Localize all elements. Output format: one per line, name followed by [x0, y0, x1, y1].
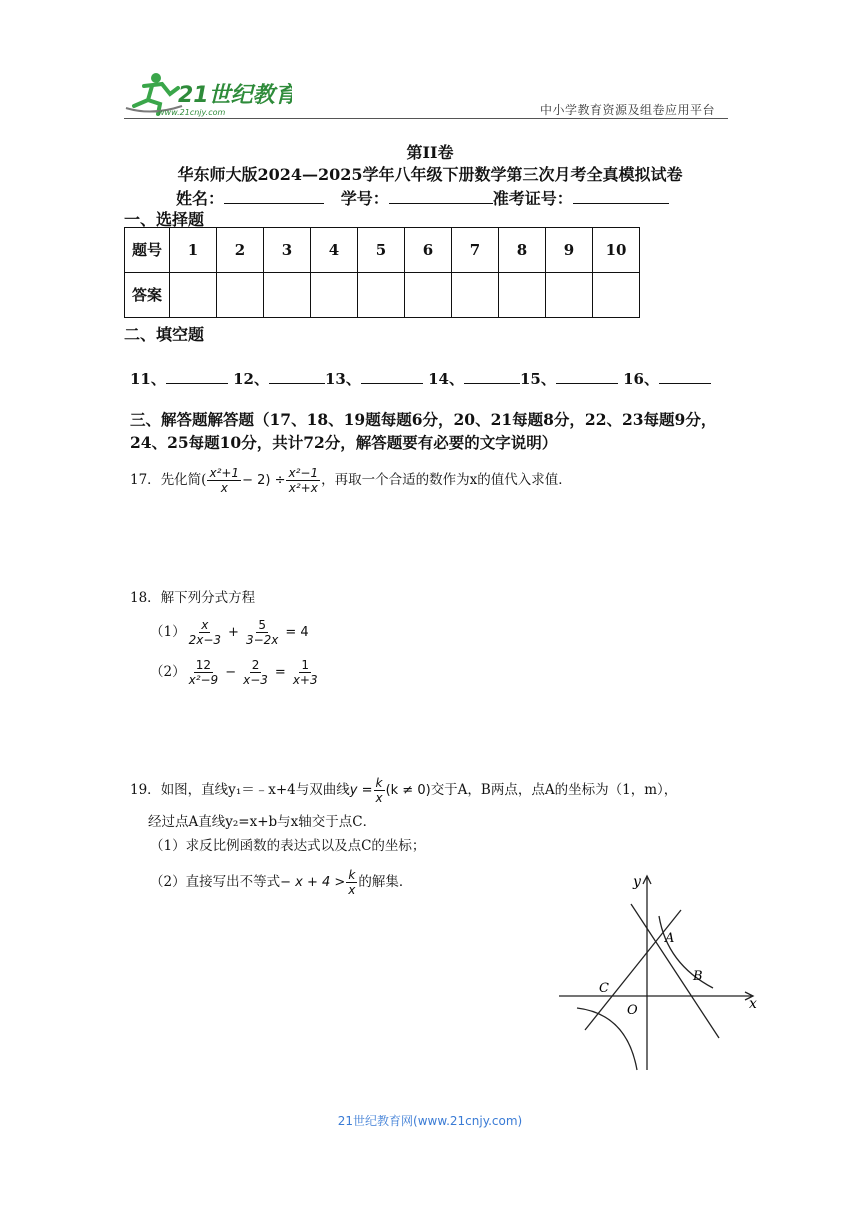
- q19-line-2: 经过点A直线y₂=x+b与x轴交于点C．: [148, 814, 377, 830]
- answer-grid: [124, 227, 640, 318]
- q17-number: 17．: [130, 472, 161, 488]
- q18-part-1: （1） $\frac{x}{2x-3}$ + $\frac{5}{3-2x}$ = 4: [150, 618, 309, 647]
- q19-p2-frac: $\frac{k}{x}$: [348, 868, 356, 897]
- q19-number: 19．: [130, 782, 161, 798]
- blank-14[interactable]: [464, 371, 520, 384]
- q18-part-2: （2） $\frac{12}{\text{x²−9}}$ − $\frac{2}{x-3}$ = $\frac{1}{x+3}$: [150, 658, 318, 687]
- blank-label-16: 16、: [623, 370, 659, 388]
- point-c-label: C: [599, 981, 609, 996]
- answer-cell-1[interactable]: [170, 273, 217, 318]
- ticket-label: 准考证号：: [492, 189, 573, 208]
- grid-number-1: 1: [170, 228, 217, 273]
- logo-url: www.21cnjy.com: [158, 108, 226, 117]
- q17-operator: − 2) ÷: [242, 473, 286, 488]
- section3-title: 三、解答题解答题（17、18、19题每题6分，20、21每题8分，22、23每题9分，24、25每题10分，共计72分，解答题要有必要的文字说明）: [130, 410, 717, 452]
- blank-label-12: 12、: [233, 370, 269, 388]
- grid-number-2: 2: [217, 228, 264, 273]
- question-18: [130, 588, 255, 608]
- point-a-label: A: [665, 931, 675, 946]
- blank-13[interactable]: [361, 371, 423, 384]
- answer-cell-7[interactable]: [452, 273, 499, 318]
- blank-label-15: 15、: [519, 370, 556, 388]
- q18-p1-frac-b: $\frac{5}{3-2x}$: [245, 618, 279, 647]
- answer-cell-10[interactable]: [593, 273, 640, 318]
- fill-blank-line: [130, 368, 711, 389]
- row-label-answer: 答案: [125, 273, 170, 318]
- student-info-line: [176, 186, 669, 209]
- answer-cell-2[interactable]: [217, 273, 264, 318]
- q18-p2-frac-a: $\frac{12}{\text{x²−9}}$: [188, 658, 219, 687]
- line-y1: [631, 904, 719, 1038]
- answer-row: [125, 273, 640, 318]
- footer-link[interactable]: 21世纪教育网(www.21cnjy.com): [337, 1114, 523, 1128]
- volume-title: 第II卷: [406, 143, 454, 162]
- answer-cell-3[interactable]: [264, 273, 311, 318]
- q17-fraction-1: $\frac{\text{x²+1}}{x}$: [209, 466, 240, 495]
- grid-number-5: 5: [358, 228, 405, 273]
- grid-number-8: 8: [499, 228, 546, 273]
- blank-11[interactable]: [166, 371, 228, 384]
- q18-p2-frac-b: $\frac{2}{x-3}$: [243, 658, 268, 687]
- y-axis-label: y: [633, 874, 641, 890]
- answer-cell-6[interactable]: [405, 273, 452, 318]
- section2-title: 二、填空题: [124, 325, 205, 344]
- q19-hyperbola-frac: $\frac{k}{x}$: [375, 776, 383, 805]
- logo: [122, 70, 292, 118]
- answer-cell-8[interactable]: [499, 273, 546, 318]
- q18-p1-frac-a: $\frac{x}{2x-3}$: [188, 618, 222, 647]
- question-17: [130, 466, 572, 495]
- grid-number-4: 4: [311, 228, 358, 273]
- answer-cell-9[interactable]: [546, 273, 593, 318]
- origin-label: O: [627, 1003, 638, 1018]
- id-blank[interactable]: [389, 189, 493, 204]
- coordinate-graph: [555, 868, 765, 1073]
- blank-label-14: 14、: [428, 370, 464, 388]
- grid-number-6: 6: [405, 228, 452, 273]
- logo-text: 21世纪教育: [178, 83, 292, 108]
- x-axis-label: x: [749, 996, 757, 1012]
- blank-15[interactable]: [556, 371, 618, 384]
- blank-label-13: 13、: [324, 370, 361, 388]
- q19-part-1: （1）求反比例函数的表达式以及点C的坐标；: [150, 838, 426, 854]
- grid-number-9: 9: [546, 228, 593, 273]
- id-label: 学号：: [340, 189, 389, 208]
- grid-number-7: 7: [452, 228, 499, 273]
- q19-text-b: 交于A，B两点，点A的坐标为（1，m），: [430, 782, 678, 798]
- q18-p2-frac-c: $\frac{1}{x+3}$: [292, 658, 318, 687]
- exam-title: 华东师大版2024—2025学年八年级下册数学第三次月考全真模拟试卷: [177, 165, 683, 184]
- blank-16[interactable]: [659, 371, 711, 384]
- q19-figure: [555, 868, 765, 1073]
- blank-label-11: 11、: [130, 370, 166, 388]
- point-b-label: B: [693, 969, 703, 984]
- platform-caption: 中小学教育资源及组卷应用平台: [540, 103, 716, 117]
- grid-number-3: 3: [264, 228, 311, 273]
- section1-title: 一、选择题: [124, 210, 205, 229]
- question-number-row: [125, 228, 640, 273]
- grid-number-10: 10: [593, 228, 640, 273]
- q18-text: 解下列分式方程: [160, 590, 256, 606]
- name-label: 姓名：: [176, 189, 225, 208]
- q18-number: 18．: [130, 590, 161, 606]
- blank-12[interactable]: [269, 371, 325, 384]
- answer-cell-5[interactable]: [358, 273, 405, 318]
- q19-text-a: 如图，直线y₁＝﹣x+4与双曲线: [160, 782, 350, 798]
- answer-cell-4[interactable]: [311, 273, 358, 318]
- q17-suffix: ，再取一个合适的数作为x的值代入求值．: [321, 472, 572, 488]
- header-divider: [124, 118, 728, 119]
- q17-fraction-2: $\frac{\text{x²−1}}{\text{x²+x}}$: [288, 466, 319, 495]
- name-blank[interactable]: [224, 189, 324, 204]
- question-19: 19．如图，直线y₁＝﹣x+4与双曲线y = $\frac{k}{x}$ (k ≠ 0)交于A，B两点，点A的坐标为（1，m），: [130, 776, 678, 805]
- row-label-question: 题号: [125, 228, 170, 273]
- ticket-blank[interactable]: [573, 189, 669, 204]
- q19-part-2: （2）直接写出不等式− x + 4 > $\frac{k}{x}$ 的解集．: [150, 868, 413, 897]
- q17-prefix: 先化简(: [160, 472, 207, 488]
